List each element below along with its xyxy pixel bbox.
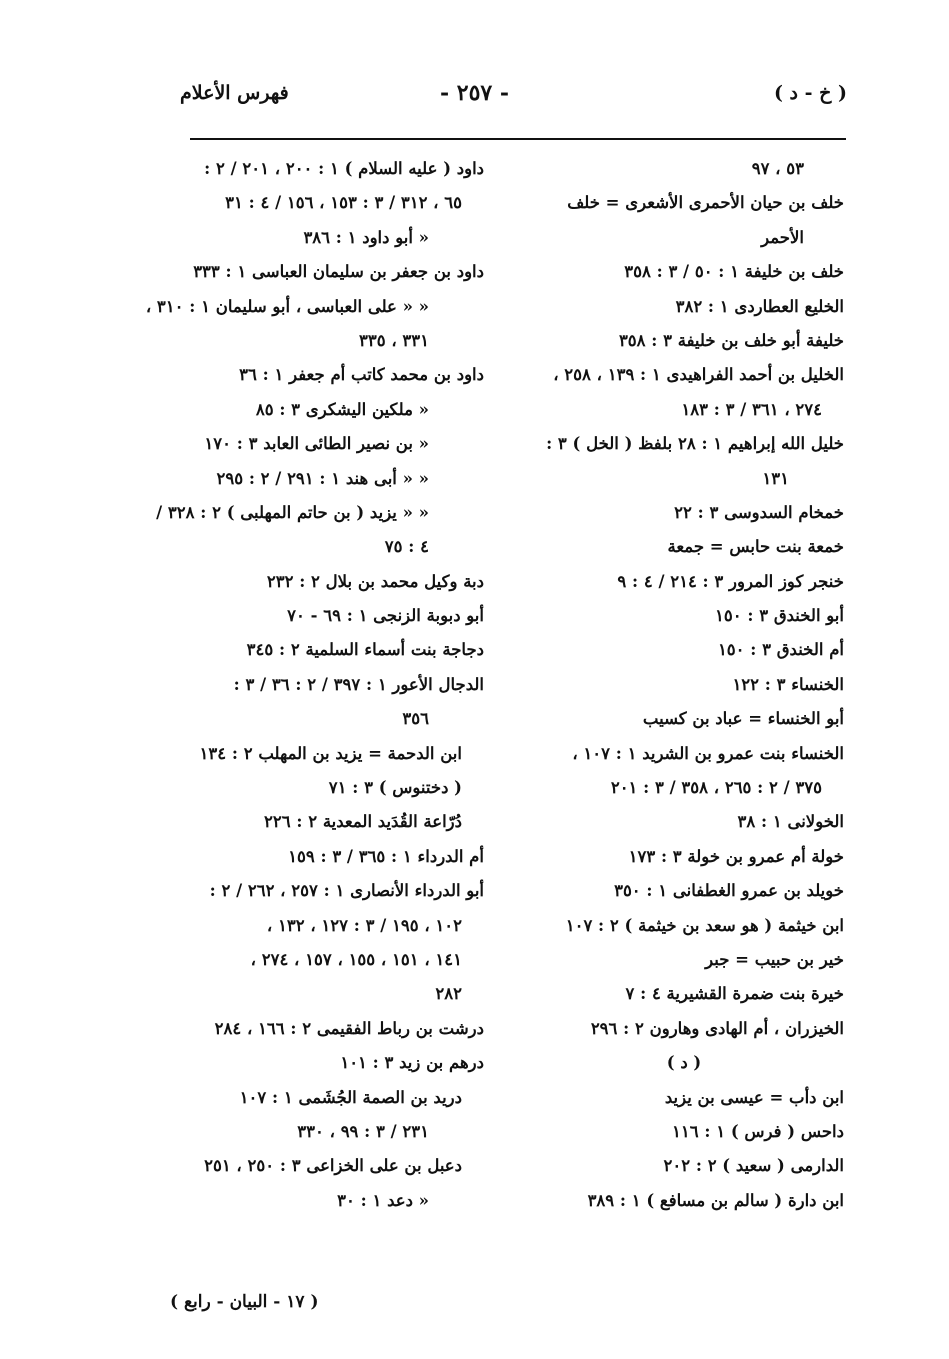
index-entry: ٤ : ٧٥ <box>384 537 429 557</box>
index-entry: ٢٨٢ <box>435 984 462 1004</box>
index-entry: الأحمر <box>761 227 804 247</box>
index-entry: ابن دارة ( سالم بن مسافع ) ١ : ٣٨٩ <box>587 1190 844 1210</box>
index-entry: داود بن محمد كاتب أم جعفر ١ : ٣٦ <box>239 365 484 385</box>
index-entry: « بن نصير الطائى العابد ٣ : ١٧٠ <box>204 434 429 454</box>
index-entry: ٣٣١ ، ٣٣٥ <box>358 330 429 350</box>
index-entry: « « على العباسى ، أبو سليمان ١ : ٣١٠ ، <box>145 296 429 316</box>
index-entry: دُرّاعة القُدَيد المعدية ٢ : ٢٢٦ <box>264 812 462 832</box>
index-entry: درشت بن رباط الفقيمى ٢ : ١٦٦ ، ٢٨٤ <box>214 1018 484 1038</box>
index-entry: خمخام السدوسى ٣ : ٢٢ <box>674 502 844 522</box>
index-column-right <box>524 152 844 1218</box>
index-entry: ٥٣ ، ٩٧ <box>751 159 804 178</box>
index-entry: خليل الله إبراهيم ١ : ٢٨ بلفظ ( الخل ) ٣ : <box>546 434 844 454</box>
index-entry: داحس ( فرس ) ١ : ١١٦ <box>672 1121 844 1141</box>
index-entry: الدجال الأعور ١ : ٣٩٧ / ٢ : ٣٦ / ٣ : <box>233 674 484 694</box>
index-entry: الخليل بن أحمد الفراهيدى ١ : ١٣٩ ، ٢٥٨ ، <box>553 365 844 385</box>
index-entry: أبو الخنساء = عباد بن كسيب <box>642 709 844 729</box>
index-entry: خير بن حبيب = جبر <box>705 949 844 969</box>
index-entry: دعبل بن على الخزاعى ٣ : ٢٥٠ ، ٢٥١ <box>204 1156 462 1176</box>
index-entry: دريد بن الصمة الجُشَمى ١ : ١٠٧ <box>239 1087 462 1107</box>
index-entry: الخنساء بنت عمرو بن الشريد ١ : ١٠٧ ، <box>572 743 844 763</box>
index-entry: « ملكين اليشكرى ٣ : ٨٥ <box>255 399 429 419</box>
index-entry: الخليع العطاردى ١ : ٣٨٢ <box>675 296 844 316</box>
index-entry: درهم بن زيد ٣ : ١٠١ <box>340 1053 484 1073</box>
header-title: فهرس الأعلام <box>180 82 289 104</box>
index-entry: دجاجة بنت أسماء السلمية ٢ : ٣٤٥ <box>246 640 484 660</box>
index-entry: « « يزيد ( بن حاتم المهلبى ) ٢ : ٣٢٨ / <box>156 502 429 522</box>
index-entry: « دعد ١ : ٣٠ <box>337 1190 429 1210</box>
index-entry: ( د ) <box>666 1053 702 1073</box>
index-entry: داود بن جعفر بن سليمان العباسى ١ : ٣٣٣ <box>193 262 484 282</box>
index-entry: ١٣١ <box>762 468 789 488</box>
index-entry: الدارمى ( سعيد ) ٢ : ٢٠٢ <box>663 1156 844 1176</box>
index-entry: الخولانى ١ : ٣٨ <box>737 812 844 832</box>
index-entry: ٦٥ ، ٣١٢ / ٣ : ١٥٣ ، ١٥٦ / ٤ : ٣١ <box>225 193 462 213</box>
index-entry: خنجر كوز المرور ٣ : ٢١٤ / ٤ : ٩ <box>617 571 844 591</box>
index-entry: ١٤١ ، ١٥١ ، ١٥٥ ، ١٥٧ ، ٢٧٤ ، <box>250 949 462 969</box>
index-entry: « أبو داود ١ : ٣٨٦ <box>303 227 429 247</box>
index-entry: خويلد بن عمرو الغطفانى ١ : ٣٥٠ <box>614 881 844 901</box>
index-entry: خولة أم عمرو بن خولة ٣ : ١٧٣ <box>628 846 844 866</box>
index-entry: أم الخندق ٣ : ١٥٠ <box>717 640 844 660</box>
index-entry: أبو الدرداء الأنصارى ١ : ٢٥٧ ، ٢٦٢ / ٢ : <box>209 881 484 901</box>
index-entry: ٢٧٤ ، ٣٦١ / ٣ : ١٨٣ <box>681 399 822 419</box>
index-entry: دبة وكيل محمد بن بلال ٢ : ٢٣٢ <box>266 571 484 591</box>
index-entry: خمعة بنت حابس = جمعة <box>667 537 844 557</box>
index-entry: داود ( عليه السلام ) ١ : ٢٠٠ ، ٢٠١ / ٢ : <box>204 159 484 178</box>
index-entry: خلف بن حيان الأحمرى الأشعرى = خلف <box>567 193 844 213</box>
index-entry: ( دختنوس ) ٣ : ٧١ <box>328 778 462 798</box>
index-entry: خيرة بنت ضمرة القشيرية ٤ : ٧ <box>625 984 844 1004</box>
index-entry: ٢٣١ / ٣ : ٩٩ ، ٣٣٠ <box>297 1121 429 1141</box>
page-number: - ٢٥٧ - <box>439 80 510 106</box>
index-entry: ١٠٢ ، ١٩٥ / ٣ : ١٢٧ ، ١٣٢ ، <box>266 915 462 935</box>
index-entry: خلف بن خليفة ١ : ٥٠ / ٣ : ٣٥٨ <box>624 262 844 282</box>
index-entry: الخنساء ٣ : ١٢٢ <box>732 674 844 694</box>
index-entry: خليفة أبو خلف بن خليفة ٣ : ٣٥٨ <box>618 330 844 350</box>
index-column-left <box>145 152 484 1218</box>
header-letter-range: ( خ - د ) <box>773 82 847 104</box>
index-entry: ٣٥٦ <box>402 709 429 729</box>
index-entry: ابن الدحمة = يزيد بن المهلب ٢ : ١٣٤ <box>199 743 462 763</box>
index-entry: أبو الخندق ٣ : ١٥٠ <box>715 606 844 626</box>
index-entry: ابن خيثمة ( هو سعد بن خيثمة ) ٢ : ١٠٧ <box>565 915 844 935</box>
index-entry: ٣٧٥ / ٢ : ٢٦٥ ، ٣٥٨ / ٣ : ٢٠١ <box>610 778 822 798</box>
index-entry: الخيزران ، أم الهادى وهارون ٢ : ٢٩٦ <box>590 1018 844 1038</box>
page-footer: ( ١٧ - البيان - رابع ) <box>170 1292 319 1312</box>
header-rule <box>190 138 846 140</box>
index-entry: ابن دأب = عيسى بن يزيد <box>664 1087 844 1107</box>
index-entry: « « أبى هند ١ : ٢٩١ / ٢ : ٢٩٥ <box>216 468 429 488</box>
index-entry: أم الدرداء ١ : ٣٦٥ / ٣ : ١٥٩ <box>288 846 484 866</box>
index-entry: أبو دبوبة الزنجى ١ : ٦٩ - ٧٠ <box>287 606 484 626</box>
